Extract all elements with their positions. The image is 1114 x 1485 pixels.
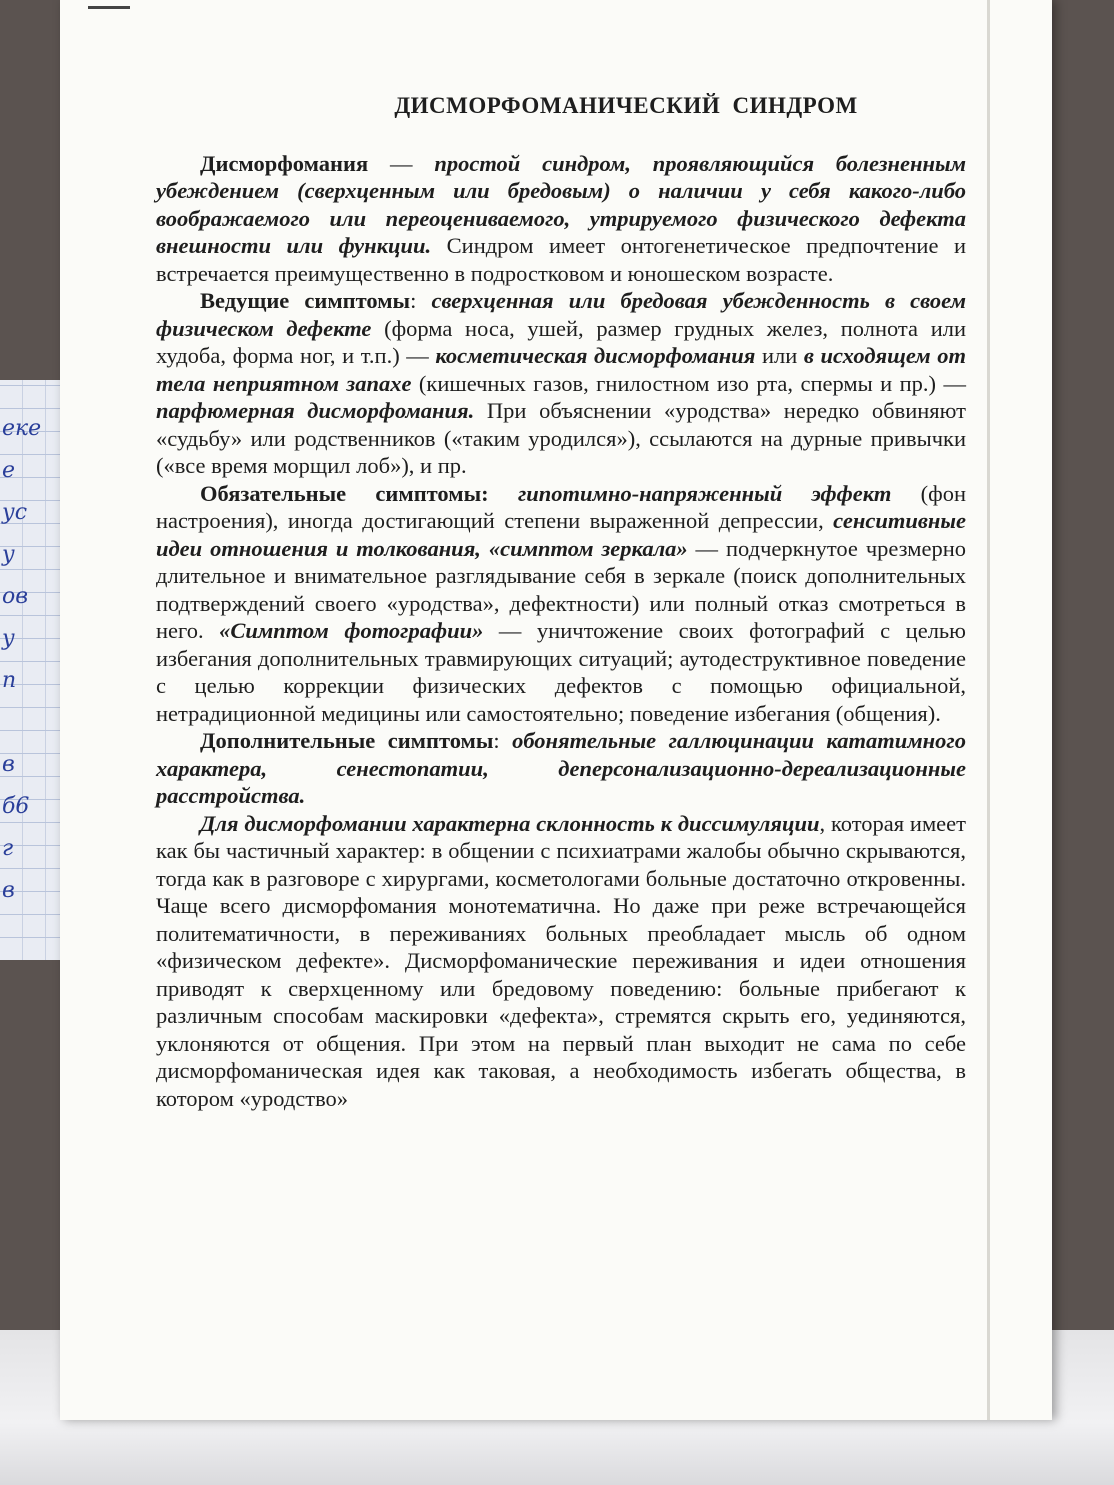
document-title: ДИСМОРФОМАНИЧЕСКИЙ СИНДРОМ xyxy=(394,93,858,118)
text-run: — подчеркнутое чрезмерно длительное и внимательное разглядывание себя в зеркале (поиск дополнительных подтверждений своего «уродства», дефектности) или полный отказ смотреться в него. xyxy=(156,535,966,643)
text-run: : xyxy=(493,728,513,753)
handwriting-fragment: п xyxy=(2,668,17,693)
emphasis-run: Обязательные симптомы: xyxy=(200,480,489,506)
sheet-edge xyxy=(987,0,990,1420)
staple-mark xyxy=(88,6,130,9)
text-run: (фон настроения), иногда достигающий степени выраженной депрессии, xyxy=(156,480,966,533)
handwriting-fragment: г xyxy=(2,836,14,861)
notebook-page xyxy=(0,380,60,960)
emphasis-run: сверхценная или бредовая убежденность в своем физическом дефекте xyxy=(156,288,966,341)
handwriting-fragment: еке xyxy=(2,416,42,441)
emphasis-run: обонятельные галлюцинации кататимного характера, сенестопатии, деперсонализационно-дереализационные расстройства. xyxy=(156,728,966,808)
text-run: (форма носа, ушей, размер грудных желез, полнота или худоба, форма ног, и т.п.) — xyxy=(156,315,967,368)
paragraph xyxy=(156,150,966,288)
emphasis-run: гипотимно-напряженный эффект xyxy=(517,480,892,506)
paragraph xyxy=(156,727,966,810)
text-run: , которая имеет как бы частичный характер: в общении с психиатрами жалобы обычно скрываются, тогда как в разговоре с хирургами, косметологами больные достаточно откровенны. Чаще всего дисморфомания монотематична. Но даже при реже встречающейся политематичности, в переживаниях больных преобладает мысль об одном «физическом дефекте». Дисморфоманические переживания и идеи отношения приводят к сверхценному или бредовому поведению: больные прибегают к различным способам маскировки «дефекта», стремятся скрыть его, уединяются, уклоняются от общения. При этом на первый план выходит не сама по себе дисморфоманическая идея как таковая, а необходимость избегать общества, в котором «уродство» xyxy=(156,810,966,1111)
handwriting-fragment: у xyxy=(2,542,15,567)
text-run: (кишечных газов, гнилостном изо рта, спермы и пр.) — xyxy=(411,370,966,396)
text-run: При объяснении «уродства» нередко обвиняют «судьбу» или родственников («таким уродился»), ссылаются на дурные привычки («все время морщил лоб»), и пр. xyxy=(156,398,966,478)
paragraph xyxy=(156,810,966,1113)
handwriting-fragment: у xyxy=(2,626,15,651)
document-body xyxy=(156,92,966,1112)
handwriting-fragment: ус xyxy=(2,500,28,525)
emphasis-run: сенситивные идеи отношения и толкования, «симптом зеркала» xyxy=(156,508,966,561)
handwriting-fragment: в xyxy=(2,878,15,903)
emphasis-run: Дополнительные симптомы xyxy=(200,728,494,753)
emphasis-run: Для дисморфомании характерна склонность к диссимуляции xyxy=(200,810,820,836)
text-run: Синдром имеет онтогенетическое предпочтение и встречается преимущественно в подростковом и юношеском возрасте. xyxy=(156,233,966,286)
handwriting-fragment: в xyxy=(2,752,15,777)
paragraphs xyxy=(156,150,966,1113)
handwriting-fragment: б6 xyxy=(2,794,30,819)
paper-sheet xyxy=(60,0,1052,1420)
emphasis-run: парфюмерная дисморфомания. xyxy=(156,398,475,423)
text-run xyxy=(489,481,518,506)
handwriting-fragment: ов xyxy=(2,584,29,609)
paragraph xyxy=(156,480,966,728)
emphasis-run: Ведущие симптомы xyxy=(200,288,411,313)
text-run: : xyxy=(410,288,432,313)
emphasis-run: косметическая дисморфомания xyxy=(435,343,756,368)
text-run: — xyxy=(368,150,435,176)
handwriting-fragment: е xyxy=(2,458,16,483)
text-run: или xyxy=(755,343,804,368)
paragraph xyxy=(156,287,966,480)
emphasis-run: «Симптом фотографии» xyxy=(219,618,484,643)
text-run: — уничтожение своих фотографий с целью избегания дополнительных травмирующих ситуаций; аутодеструктивное поведение с целью коррекции физических дефектов с помощью официальной, нетрадиционной медицины или самостоятельно; поведение избегания (общения). xyxy=(156,618,966,726)
emphasis-run: в исходящем от тела неприятном запахе xyxy=(156,343,966,396)
emphasis-run: Дисморфомания xyxy=(200,150,369,176)
emphasis-run: простой синдром, проявляющийся болезненным убеждением (сверхценным или бредовым) о наличии у себя какого-либо воображаемого или переоцениваемого, утрируемого физического дефекта внешности или функции. xyxy=(156,150,967,258)
